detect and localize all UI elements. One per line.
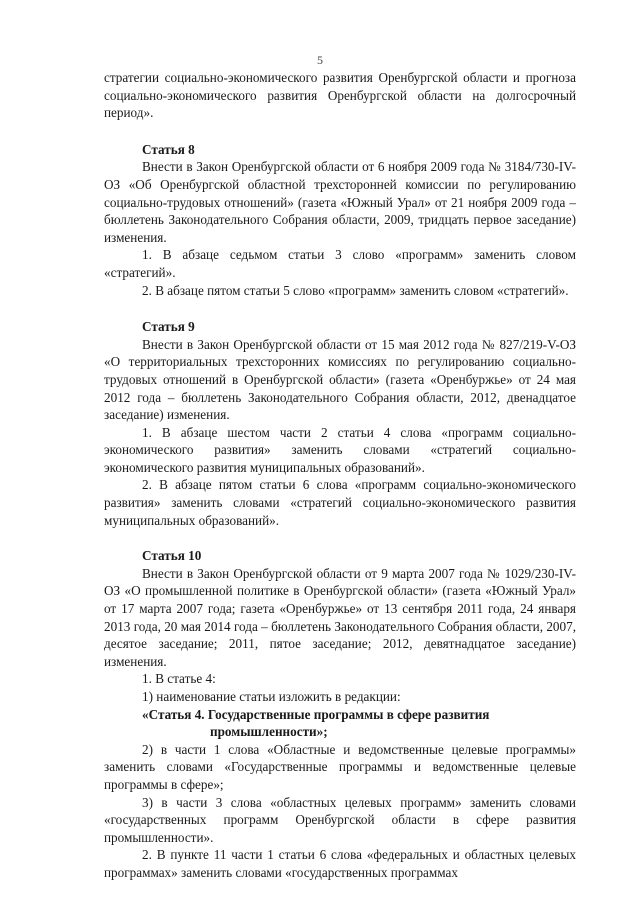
article-10-item-2: 2. В пункте 11 части 1 статьи 6 слова «федеральных и областных целевых программах» заменить словами «государственных программах [104,847,576,880]
article-10-item-1: 1. В статье 4: [142,671,216,687]
article-10-heading: Статья 10 [142,548,202,564]
article-8-intro: Внести в Закон Оренбургской области от 6 ноября 2009 года № 3184/730-IV-ОЗ «Об Оренбургской областной трехсторонней комиссии по регулированию социально-трудовых отношений» (газета «Южный Урал» от 21 ноября 2009 года – бюллетень Законодательного Собрания области, 2009, тридцать первое заседание) изменения. [104,159,576,245]
article-10-intro: Внести в Закон Оренбургской области от 9 марта 2007 года № 1029/230-IV-ОЗ «О промышленной политике в Оренбургской области» (газета «Южный Урал» от 17 марта 2007 года; газета «Оренбуржье» от 13 сентября 2011 года, 24 января 2013 года, 20 мая 2014 года – бюллетень Законодательного Собрания области, 2007, десятое заседание; 2011, пятое заседание; 2012, девятнадцатое заседание) изменения. [104,565,576,669]
article-4-title-line-1: «Статья 4. Государственные программы в сфере развития [142,706,490,722]
article-10-subitem-1: 1) наименование статьи изложить в редакции: [142,689,401,704]
article-4-title-line-2: промышленности»; [210,724,328,740]
article-8-item-1: 1. В абзаце седьмом статьи 3 слово «программ» заменить словом «стратегий». [104,247,576,280]
article-10-subitem-3: 3) в части 3 слова «областных целевых программ» заменить словами «государственных программ Оренбургской области в сфере развития промышленности». [104,794,576,845]
intro-paragraph: стратегии социально-экономического развития Оренбургской области и прогноза социально-экономического развития Оренбургской области на долгосрочный период». [104,70,576,121]
article-9-item-1: 1. В абзаце шестом части 2 статьи 4 слова «программ социально-экономического развития» заменить словами «стратегий социально-экономического развития муниципальных образований». [104,424,576,475]
article-8-item-2: 2. В абзаце пятом статьи 5 слово «программ» заменить словом «стратегий». [142,282,569,298]
document-body [104,69,576,882]
article-8-heading: Статья 8 [142,141,195,157]
page-number: 5 [317,53,323,67]
article-4-new-title [104,706,576,741]
article-10-subitem-2: 2) в части 1 слова «Областные и ведомственные целевые программы» заменить словами «Государственные программы и ведомственные целевые программы в сфере»; [104,741,576,792]
article-9-intro: Внести в Закон Оренбургской области от 15 мая 2012 года № 827/219-V-ОЗ «О территориальных трехсторонних комиссиях по регулированию социально-трудовых отношений в Оренбургской области» (газета «Оренбуржье» от 24 мая 2012 года – бюллетень Законодательного Собрания области, 2012, двенадцатое заседание) изменения. [104,336,576,423]
article-9-item-2: 2. В абзаце пятом статьи 6 слова «программ социально-экономического развития» заменить словами «стратегий социально-экономического развития муниципальных образований». [104,477,576,528]
article-9-heading: Статья 9 [142,319,195,335]
